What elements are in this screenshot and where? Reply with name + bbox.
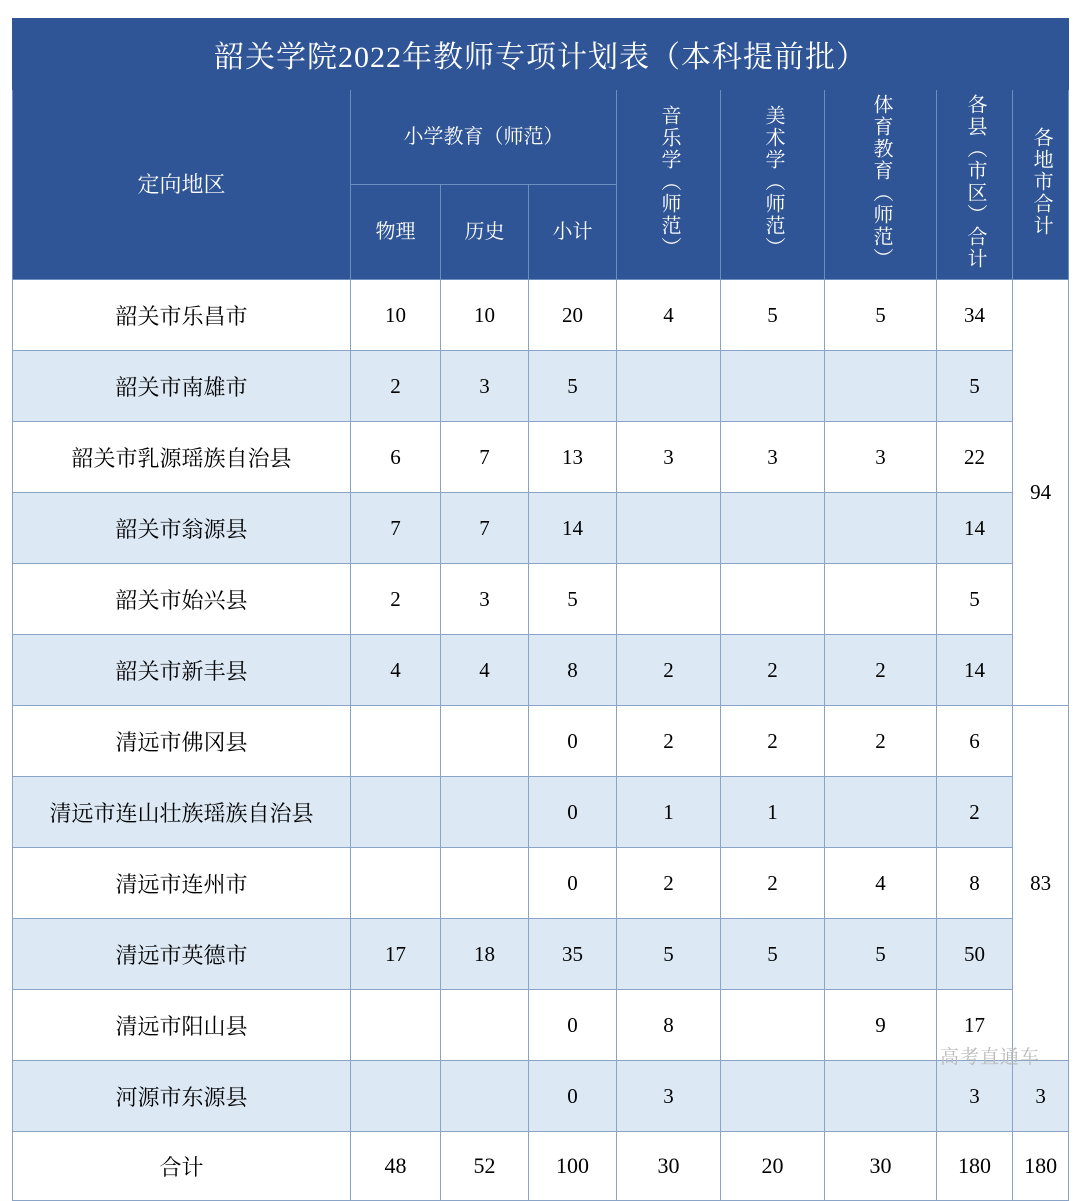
row-physics: [351, 706, 441, 777]
row-music: 3: [617, 1061, 721, 1132]
row-pe: [825, 777, 937, 848]
row-music: [617, 493, 721, 564]
table-row: [13, 422, 1069, 493]
row-county-total: 2: [937, 777, 1013, 848]
table-row: [13, 351, 1069, 422]
row-county-total: 34: [937, 280, 1013, 351]
total-art: 20: [721, 1132, 825, 1201]
row-pe: 2: [825, 635, 937, 706]
row-music: [617, 564, 721, 635]
header-sub-history: 历史: [441, 185, 529, 280]
header-music: [617, 90, 721, 280]
row-pe: 5: [825, 919, 937, 990]
table-row: [13, 635, 1069, 706]
row-region: 清远市英德市: [13, 919, 351, 990]
page-title: 韶关学院2022年教师专项计划表（本科提前批）: [13, 19, 1069, 90]
header-music-label: 音乐学（师范）: [658, 105, 680, 259]
total-county: 180: [937, 1132, 1013, 1201]
header-physical-education-label: 体育教育（师范）: [870, 94, 892, 270]
header-city-total-label: 各地市合计: [1030, 127, 1053, 237]
header-primary-education: 小学教育（师范）: [351, 90, 617, 185]
row-region: 韶关市南雄市: [13, 351, 351, 422]
row-subtotal: 0: [529, 706, 617, 777]
row-pe: [825, 351, 937, 422]
row-subtotal: 14: [529, 493, 617, 564]
row-physics: 4: [351, 635, 441, 706]
table-row: [13, 919, 1069, 990]
row-music: [617, 351, 721, 422]
row-pe: [825, 493, 937, 564]
row-county-total: 22: [937, 422, 1013, 493]
row-music: 5: [617, 919, 721, 990]
row-history: 4: [441, 635, 529, 706]
row-subtotal: 5: [529, 351, 617, 422]
row-history: 10: [441, 280, 529, 351]
row-art: 5: [721, 280, 825, 351]
row-music: 8: [617, 990, 721, 1061]
header-fine-arts-label: 美术学（师范）: [762, 105, 784, 259]
row-region: 韶关市乳源瑶族自治县: [13, 422, 351, 493]
header-city-total: [1013, 90, 1069, 280]
row-music: 1: [617, 777, 721, 848]
plan-table: [12, 18, 1069, 1201]
row-pe: 3: [825, 422, 937, 493]
row-region: 清远市阳山县: [13, 990, 351, 1061]
row-art: [721, 351, 825, 422]
table-row: [13, 706, 1069, 777]
table-row: [13, 990, 1069, 1061]
row-region: 韶关市新丰县: [13, 635, 351, 706]
row-county-total: 3: [937, 1061, 1013, 1132]
table-row: [13, 777, 1069, 848]
row-history: 7: [441, 493, 529, 564]
row-history: [441, 848, 529, 919]
header-sub-physics: 物理: [351, 185, 441, 280]
total-label: 合计: [13, 1132, 351, 1201]
row-county-total: 8: [937, 848, 1013, 919]
row-art: 2: [721, 706, 825, 777]
header-row-1: [13, 90, 1069, 185]
row-physics: 2: [351, 564, 441, 635]
row-pe: 5: [825, 280, 937, 351]
row-music: 4: [617, 280, 721, 351]
row-music: 2: [617, 706, 721, 777]
total-music: 30: [617, 1132, 721, 1201]
row-county-total: 6: [937, 706, 1013, 777]
row-region: 韶关市乐昌市: [13, 280, 351, 351]
city-group-total: 3: [1013, 1061, 1069, 1132]
total-pe: 30: [825, 1132, 937, 1201]
total-row: [13, 1132, 1069, 1201]
row-county-total: 17: [937, 990, 1013, 1061]
row-art: 1: [721, 777, 825, 848]
row-region: 韶关市翁源县: [13, 493, 351, 564]
row-art: [721, 493, 825, 564]
total-subtotal: 100: [529, 1132, 617, 1201]
row-pe: [825, 564, 937, 635]
row-physics: [351, 848, 441, 919]
row-physics: [351, 990, 441, 1061]
row-pe: 9: [825, 990, 937, 1061]
row-region: 清远市连州市: [13, 848, 351, 919]
row-physics: [351, 777, 441, 848]
row-subtotal: 0: [529, 990, 617, 1061]
row-music: 3: [617, 422, 721, 493]
city-group-total: 83: [1013, 706, 1069, 1061]
row-subtotal: 0: [529, 1061, 617, 1132]
row-art: 2: [721, 635, 825, 706]
total-city: 180: [1013, 1132, 1069, 1201]
row-art: 2: [721, 848, 825, 919]
row-county-total: 5: [937, 564, 1013, 635]
row-physics: 6: [351, 422, 441, 493]
row-history: 18: [441, 919, 529, 990]
row-subtotal: 13: [529, 422, 617, 493]
row-art: 3: [721, 422, 825, 493]
row-physics: 2: [351, 351, 441, 422]
row-county-total: 14: [937, 493, 1013, 564]
row-history: [441, 1061, 529, 1132]
row-history: 7: [441, 422, 529, 493]
header-sub-subtotal: 小计: [529, 185, 617, 280]
header-fine-arts: [721, 90, 825, 280]
row-physics: 17: [351, 919, 441, 990]
row-region: 韶关市始兴县: [13, 564, 351, 635]
row-subtotal: 8: [529, 635, 617, 706]
header-county-total: [937, 90, 1013, 280]
row-history: [441, 990, 529, 1061]
row-music: 2: [617, 848, 721, 919]
row-subtotal: 0: [529, 777, 617, 848]
row-art: [721, 1061, 825, 1132]
header-county-total-label: 各县（市区）合计: [964, 94, 986, 270]
row-county-total: 5: [937, 351, 1013, 422]
city-group-total: 94: [1013, 280, 1069, 706]
row-subtotal: 20: [529, 280, 617, 351]
total-physics: 48: [351, 1132, 441, 1201]
row-county-total: 50: [937, 919, 1013, 990]
row-subtotal: 35: [529, 919, 617, 990]
row-music: 2: [617, 635, 721, 706]
row-history: [441, 777, 529, 848]
header-region: 定向地区: [13, 90, 351, 280]
row-history: [441, 706, 529, 777]
row-region: 清远市连山壮族瑶族自治县: [13, 777, 351, 848]
table-row: [13, 493, 1069, 564]
row-art: [721, 990, 825, 1061]
header-physical-education: [825, 90, 937, 280]
row-physics: [351, 1061, 441, 1132]
row-pe: 4: [825, 848, 937, 919]
row-pe: 2: [825, 706, 937, 777]
title-row: [13, 19, 1069, 90]
row-pe: [825, 1061, 937, 1132]
row-art: 5: [721, 919, 825, 990]
total-history: 52: [441, 1132, 529, 1201]
row-history: 3: [441, 564, 529, 635]
table-row: [13, 848, 1069, 919]
row-art: [721, 564, 825, 635]
row-subtotal: 0: [529, 848, 617, 919]
row-region: 清远市佛冈县: [13, 706, 351, 777]
row-history: 3: [441, 351, 529, 422]
row-physics: 10: [351, 280, 441, 351]
row-county-total: 14: [937, 635, 1013, 706]
row-region: 河源市东源县: [13, 1061, 351, 1132]
table-row: [13, 1061, 1069, 1132]
watermark: 高考直通车: [940, 1047, 1041, 1068]
table-row: [13, 564, 1069, 635]
row-physics: 7: [351, 493, 441, 564]
row-subtotal: 5: [529, 564, 617, 635]
table-row: [13, 280, 1069, 351]
